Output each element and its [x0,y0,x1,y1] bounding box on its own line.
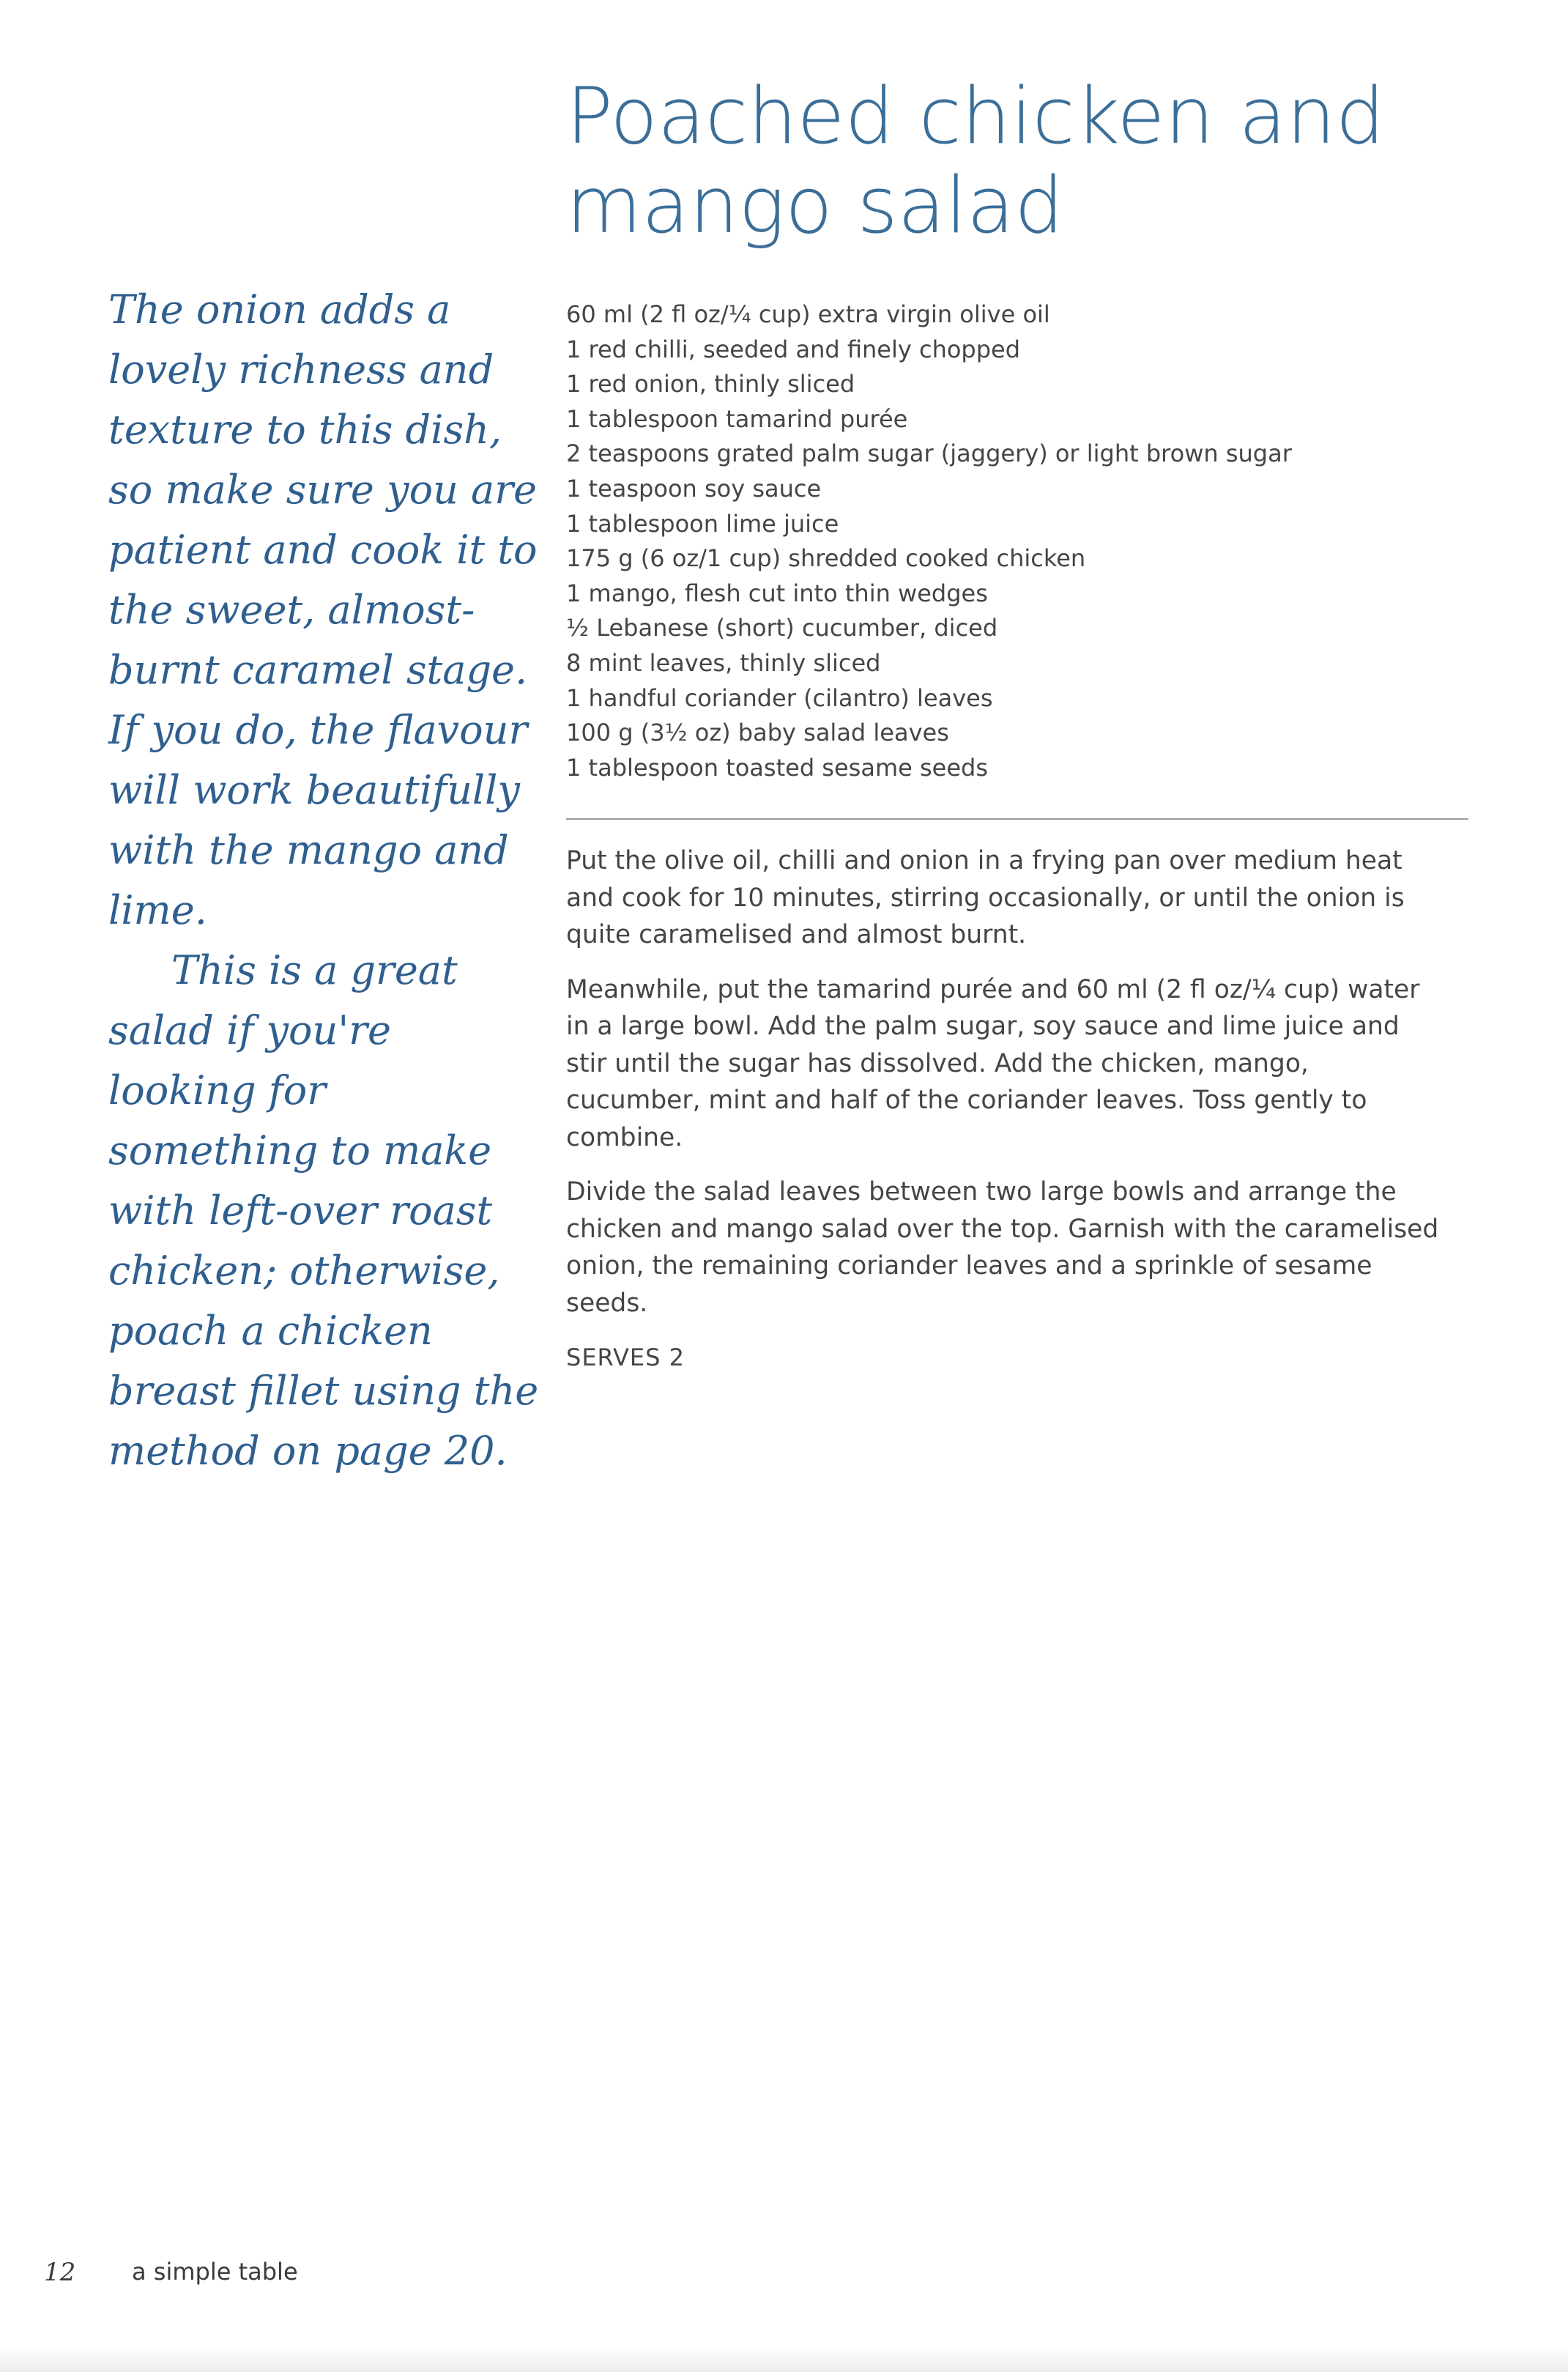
ingredient-item: 1 tablespoon lime juice [566,509,839,538]
serves-label: SERVES 2 [566,1343,685,1371]
page-edge-shadow [0,2346,1568,2372]
recipe-title-line-2: mango salad [566,160,1064,251]
ingredient-item: 100 g (3½ oz) baby salad leaves [566,719,949,747]
ingredient-item: 1 red onion, thinly sliced [566,370,855,399]
ingredients-list [566,297,1482,785]
ingredient-item: 1 tablespoon tamarind purée [566,404,908,433]
method-step: Divide the salad leaves between two large bowls and arrange the chicken and mango salad over the top. Garnish with the caramelised onion, the remaining coriander leaves and a sprinkle of sesame seeds. [566,1177,1439,1318]
handwritten-side-note [108,280,548,1481]
ingredient-item: 175 g (6 oz/1 cup) shredded cooked chicken [566,544,1086,573]
side-note-paragraph: This is a great salad if you're looking for something to make with left-over roast chicken; otherwise, poach a chicken breast fillet using the method on page 20. [108,947,539,1474]
page-number: 12 [44,2258,76,2287]
ingredient-item: 8 mint leaves, thinly sliced [566,648,881,677]
ingredient-item: 1 red chilli, seeded and finely chopped [566,335,1021,363]
method-step: Put the olive oil, chilli and onion in a frying pan over medium heat and cook for 10 minutes, stirring occasionally, or until the onion is quite caramelised and almost burnt. [566,846,1405,949]
ingredient-item: 1 handful coriander (cilantro) leaves [566,683,993,712]
ingredient-item: 60 ml (2 fl oz/¼ cup) extra virgin olive oil [566,300,1050,328]
method-step: Meanwhile, put the tamarind purée and 60 ml (2 fl oz/¼ cup) water in a large bowl. Add the palm sugar, soy sauce and lime juice and stir until the sugar has dissolved. Add the chicken, mango, cucumber, mint and half of the coriander leaves. Toss gently to combine. [566,974,1420,1152]
recipe-title-line-1: Poached chicken and [566,71,1385,161]
ingredient-item: 1 mango, flesh cut into thin wedges [566,579,988,607]
ingredient-item: 1 teaspoon soy sauce [566,474,822,503]
recipe-title [566,72,1518,251]
section-divider [566,818,1468,820]
ingredient-item: 1 tablespoon toasted sesame seeds [566,753,988,782]
ingredient-item: 2 teaspoons grated palm sugar (jaggery) or light brown sugar [566,440,1292,468]
book-title: a simple table [132,2258,298,2286]
ingredient-item: ½ Lebanese (short) cucumber, diced [566,614,998,642]
method-section [566,842,1445,1376]
side-note-paragraph: The onion adds a lovely richness and texture to this dish, so make sure you are patient and cook it to the sweet, almost-burnt caramel stage. If you do, the flavour will work beautifully with the mango and lime. [108,286,538,933]
